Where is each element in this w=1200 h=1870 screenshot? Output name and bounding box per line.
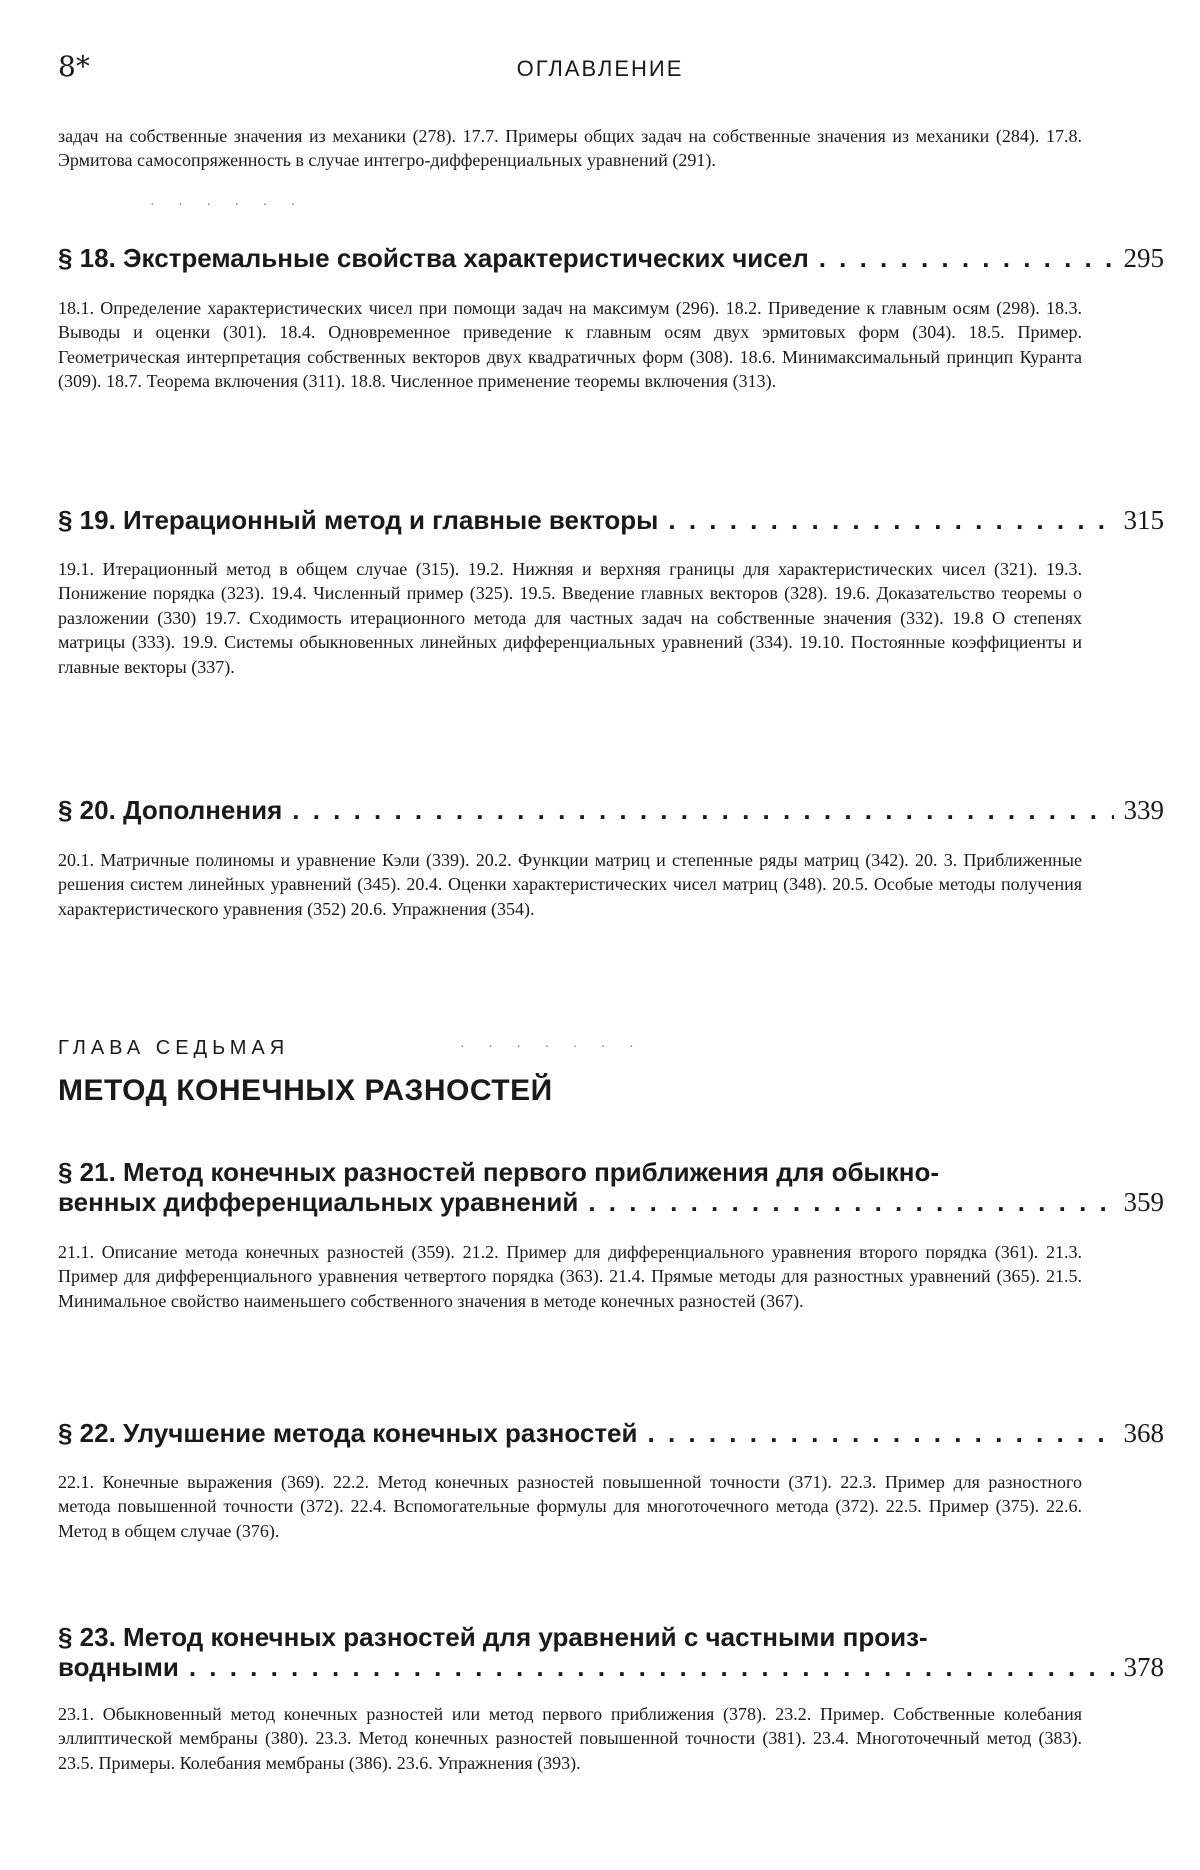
section-title-line1: § 21. Метод конечных разностей первого приближения для обыкно- xyxy=(58,1157,939,1187)
section-20-content: 20.1. Матричные полиномы и уравнение Кэли (339). 20.2. Функции матриц и степенные ряды матриц (342). 20. 3. Приближенные решения систем линейных уравнений (345). 20.4. Оценки характеристических чисел матриц (348). 20.5. Особые методы получения характеристического уравнения (352) 20.6. Упражнения (354). xyxy=(58,848,1082,921)
section-title: § 19. Итерационный метод и главные векторы xyxy=(58,505,658,535)
section-23-content: 23.1. Обыкновенный метод конечных разностей или метод первого приближения (378). 23.2. Пример. Собственные колебания эллиптической мембраны (380). 23.3. Метод конечных разностей повышенной точности (381). 23.4. Многоточечный метод (383). 23.5. Примеры. Колебания мембраны (386). 23.6. Упражнения (393). xyxy=(58,1702,1082,1775)
dot-leader xyxy=(189,1652,1114,1682)
dot-leader xyxy=(819,243,1114,273)
page-number: 8* xyxy=(58,50,90,83)
section-18-heading[interactable] xyxy=(58,243,1164,273)
dot-leader xyxy=(292,795,1113,825)
section-20-heading[interactable] xyxy=(58,795,1164,825)
section-22-content: 22.1. Конечные выражения (369). 22.2. Метод конечных разностей повышенной точности (371). 22.3. Пример для разностного метода повышенной точности (372). 22.4. Вспомогательные формулы для многоточечного метода (372). 22.5. Пример (375). 22.6. Метод в общем случае (376). xyxy=(58,1470,1082,1543)
dot-leader xyxy=(668,505,1113,535)
running-title: ОГЛАВЛЕНИЕ xyxy=(0,56,1200,82)
chapter-title: МЕТОД КОНЕЧНЫХ РАЗНОСТЕЙ xyxy=(58,1074,553,1108)
toc-page xyxy=(0,0,1200,1870)
section-title-line1: § 23. Метод конечных разностей для уравнений с частными произ- xyxy=(58,1622,928,1652)
section-19-content: 19.1. Итерационный метод в общем случае (315). 19.2. Нижняя и верхняя границы для характеристических чисел (321). 19.3. Понижение порядка (323). 19.4. Численный пример (325). 19.5. Введение главных векторов (328). 19.6. Доказательство теоремы о разложении (330) 19.7. Сходимость итерационного метода для частных задач на собственные значения (332). 19.8 О степенях матрицы (333). 19.9. Системы обыкновенных линейных дифференциальных уравнений (334). 19.10. Постоянные коэффициенты и главные векторы (337). xyxy=(58,557,1082,679)
intro-paragraph: задач на собственные значения из механики (278). 17.7. Примеры общих задач на собственные значения из механики (284). 17.8. Эрмитова самосопряженность в случае интегро-дифференциальных уравнений (291). xyxy=(58,124,1082,173)
section-page: 359 xyxy=(1124,1187,1165,1217)
section-title: § 18. Экстремальные свойства характеристических чисел xyxy=(58,243,809,273)
section-19-heading[interactable] xyxy=(58,505,1164,535)
section-title-line2: венных дифференциальных уравнений xyxy=(58,1187,578,1217)
section-21-heading[interactable] xyxy=(58,1157,1164,1217)
section-page: 295 xyxy=(1124,243,1165,273)
dot-leader xyxy=(588,1187,1113,1217)
section-18-content: 18.1. Определение характеристических чисел при помощи задач на максимум (296). 18.2. Приведение к главным осям (298). 18.3. Выводы и оценки (301). 18.4. Одновременное приведение к главным осям двух эрмитовых форм (304). 18.5. Пример. Геометрическая интерпретация собственных векторов двух квадратичных форм (308). 18.6. Минимаксимальный принцип Куранта (309). 18.7. Теорема включения (311). 18.8. Численное применение теоремы включения (313). xyxy=(58,296,1082,394)
section-title: § 22. Улучшение метода конечных разностей xyxy=(58,1418,638,1448)
print-specks: · · · · · · · xyxy=(460,1040,644,1056)
section-page: 378 xyxy=(1124,1652,1165,1682)
section-page: 339 xyxy=(1124,795,1165,825)
section-page: 368 xyxy=(1124,1418,1165,1448)
chapter-label: ГЛАВА СЕДЬМАЯ xyxy=(58,1037,289,1060)
section-page: 315 xyxy=(1124,505,1165,535)
print-specks: · · · · · · xyxy=(150,198,305,214)
section-title: § 20. Дополнения xyxy=(58,795,282,825)
dot-leader xyxy=(648,1418,1114,1448)
section-21-content: 21.1. Описание метода конечных разностей (359). 21.2. Пример для дифференциального уравнения второго порядка (361). 21.3. Пример для дифференциального уравнения четвертого порядка (363). 21.4. Прямые методы для разностных уравнений (365). 21.5. Минимальное свойство наименьшего собственного значения в методе конечных разностей (367). xyxy=(58,1240,1082,1313)
section-22-heading[interactable] xyxy=(58,1418,1164,1448)
section-23-heading[interactable] xyxy=(58,1622,1164,1682)
section-title-line2: водными xyxy=(58,1652,179,1682)
